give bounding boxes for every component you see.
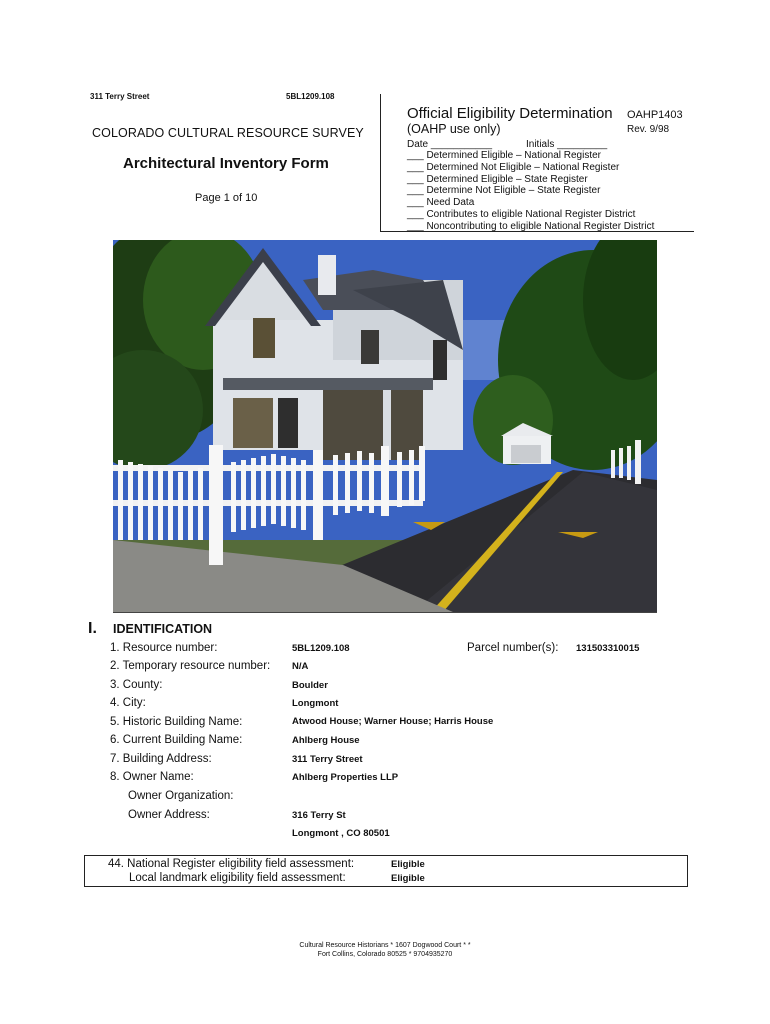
field-value: 5BL1209.108 — [292, 643, 350, 654]
page-number: Page 1 of 10 — [195, 192, 258, 204]
section-title: IDENTIFICATION — [113, 622, 213, 636]
local-landmark-label: Local landmark eligibility field assessment: — [129, 872, 346, 884]
section-number: I. — [88, 620, 97, 637]
field-label: Owner Address: — [128, 809, 210, 821]
field-label: 6. Current Building Name: — [110, 734, 243, 746]
field-value: Atwood House; Warner House; Harris House — [292, 716, 494, 727]
oahp-code: OAHP1403 — [627, 109, 683, 121]
determination-item: ___ Noncontributing to eligible National Register District — [407, 220, 655, 232]
form-title: Architectural Inventory Form — [123, 155, 329, 172]
oahp-use-only: (OAHP use only) — [407, 122, 501, 136]
field-label: 2. Temporary resource number: — [110, 660, 271, 672]
field-value: Ahlberg Properties LLP — [292, 772, 399, 783]
determination-item: ___ Determined Not Eligible – National Register — [407, 161, 620, 173]
local-landmark-value: Eligible — [391, 873, 425, 884]
field-value: 316 Terry St — [292, 810, 346, 821]
survey-title: COLORADO CULTURAL RESOURCE SURVEY — [92, 126, 364, 140]
house-photo — [113, 240, 657, 612]
national-register-label: 44. National Register eligibility field assessment: — [108, 858, 355, 870]
determination-item: ___ Determined Eligible – National Register — [407, 150, 601, 161]
date-field: Date ___________ — [407, 139, 493, 150]
field-value: Longmont — [292, 698, 339, 709]
footer-line-2: Fort Collins, Colorado 80525 * 9704935270 — [317, 951, 453, 958]
photo-divider — [113, 612, 657, 613]
determination-item: ___ Determine Not Eligible – State Register — [407, 185, 601, 197]
determination-item: ___ Need Data — [407, 197, 475, 209]
oahp-box-left-border — [380, 94, 381, 232]
field-value: 311 Terry Street — [292, 754, 363, 765]
determination-item: ___ Contributes to eligible National Register District — [407, 208, 636, 220]
field-value: Longmont , CO 80501 — [292, 828, 390, 839]
field-label: 3. County: — [110, 679, 163, 691]
parcel-value: 131503310015 — [576, 643, 640, 654]
footer-line-1: Cultural Resource Historians * 1607 Dogwood Court * * — [299, 942, 471, 949]
determination-item: ___ Determined Eligible – State Register — [407, 173, 588, 185]
field-label: 1. Resource number: — [110, 642, 218, 654]
field-label: 8. Owner Name: — [110, 771, 194, 783]
initials-field: Initials _________ — [526, 139, 608, 150]
field-value: Ahlberg House — [292, 735, 360, 746]
field-label: 7. Building Address: — [110, 753, 212, 765]
field-label: Owner Organization: — [128, 790, 234, 802]
field-value: N/A — [292, 661, 309, 672]
oahp-revision: Rev. 9/98 — [627, 124, 670, 135]
oahp-title: Official Eligibility Determination — [407, 105, 613, 122]
national-register-value: Eligible — [391, 859, 425, 870]
header-address: 311 Terry Street — [90, 92, 150, 101]
header-site-number: 5BL1209.108 — [286, 92, 335, 101]
field-label: 5. Historic Building Name: — [110, 716, 243, 728]
field-value: Boulder — [292, 680, 328, 691]
field-label: 4. City: — [110, 697, 146, 709]
determination-list — [407, 150, 654, 233]
parcel-label: Parcel number(s): — [467, 642, 559, 654]
